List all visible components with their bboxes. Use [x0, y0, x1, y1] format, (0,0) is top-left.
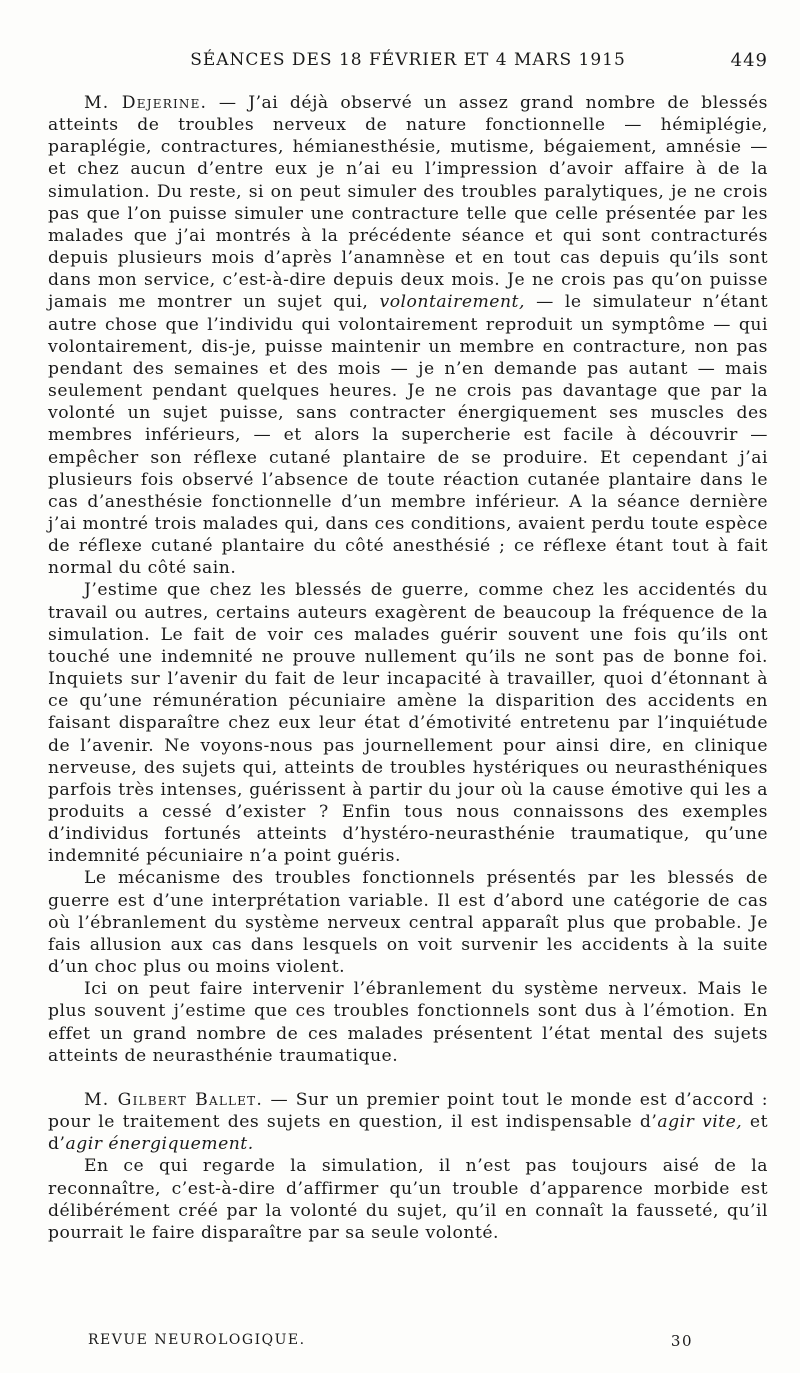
paragraph-text: — le simulateur n’étant autre chose que l’individu qui volontairement reproduit un symptôme — qui volontairement, dis-je, puisse maintenir un membre en contracture, non pas pendant des semaines et des mois — je n’en demande pas autant — mais seulement pendant quelques heures. Je ne crois pas davantage que par la volonté un sujet puisse, sans contracter énergiquement ses muscles des membres inférieurs, — et alors la supercherie est facile à découvrir — empêcher son réflexe cutané plantaire de se produire. Et cependant j’ai plusieurs fois observé l’absence de toute réaction cutanée plantaire dans le cas d’anesthésie fonctionnelle d’un membre inférieur. A la séance dernière j’ai montré trois malades qui, dans ces conditions, avaient perdu toute espèce de réflexe cutané plantaire du côté anesthésié ; ce réflexe étant tout à fait normal du côté sain.	[48, 292, 768, 579]
paragraph-text: J’estime que chez les blessés de guerre, comme chez les accidentés du travail ou autres, certains auteurs exagèrent de beaucoup la fréquence de la simulation. Le fait de voir ces malades guérir souvent une fois qu’ils ont touché une indemnité ne prouve nullement qu’ils ne sont pas de bonne foi. Inquiets sur l’avenir du fait de leur incapacité à travailler, quoi d’étonnant à ce qu’une rémunération pécuniaire amène la disparition des accidents en faisant disparaître chez eux leur état d’émotivité entretenu par l’inquiétude de l’avenir. Ne voyons-nous pas journellement pour ainsi dire, en clinique nerveuse, des sujets qui, atteints de troubles hystériques ou neurasthéniques parfois très intenses, guérissent à partir du jour où la cause émotive qui les a produits a cessé d’exister ? Enfin tous nous connaissons des exemples d’individus fortunés atteints d’hystéro-neurasthénie traumatique, qu’une indemnité pécuniaire n’a point guéris.	[48, 580, 768, 867]
journal-name: REVUE NEUROLOGIQUE.	[88, 1332, 306, 1348]
emphasis-text: volontairement,	[379, 292, 525, 313]
running-title: SÉANCES DES 18 FÉVRIER ET 4 MARS 1915	[190, 50, 626, 70]
emphasis-text: agir énergiquement.	[65, 1134, 254, 1155]
paragraph-ballet	[48, 1089, 768, 1155]
paragraph-text: — Sur un premier point tout le monde est d’accord : pour le traitement des sujets en question, il est indispensable d’	[48, 1089, 768, 1133]
page-number: 449	[730, 50, 768, 71]
paragraph-text: Le mécanisme des troubles fonctionnels présentés par les blessés de guerre est d’une interprétation variable. Il est d’abord une catégorie de cas où l’ébranlement du système nerveux central apparaît plus que probable. Je fais allusion aux cas dans lesquels on voit survenir les accidents à la suite d’un choc plus ou moins violent.	[48, 868, 768, 978]
signature-mark: 30	[670, 1332, 693, 1350]
paragraph-text: En ce qui regarde la simulation, il n’est pas toujours aisé de la reconnaître, c’est-à-dire d’affirmer qu’un trouble d’apparence morbide est délibérément créé par la volonté du sujet, qu’il en connaît la fausseté, qu’il pourrait le faire disparaître par sa seule volonté.	[48, 1156, 768, 1243]
running-header	[48, 50, 768, 74]
body-text	[48, 92, 768, 1244]
speaker-name: M. Gilbert Ballet.	[84, 1089, 264, 1110]
paragraph-emotion	[48, 978, 768, 1067]
paragraph-dejerine	[48, 92, 768, 579]
paragraph-text: Ici on peut faire intervenir l’ébranlement du système nerveux. Mais le plus souvent j’estime que ces troubles fonctionnels sont dus à l’émotion. En effet un grand nombre de ces malades présentent l’état mental des sujets atteints de neurasthénie traumatique.	[48, 979, 768, 1066]
paragraph-simulation-frequency	[48, 579, 768, 867]
speaker-name: M. Dejerine.	[84, 93, 208, 113]
paragraph-mechanism	[48, 867, 768, 978]
page-footer	[88, 1332, 693, 1354]
paragraph-recognition	[48, 1155, 768, 1244]
emphasis-text: agir vite,	[657, 1112, 743, 1133]
paragraph-text: — J’ai déjà observé un assez grand nombre de blessés atteints de troubles nerveux de nature fonctionnelle — hémiplégie, paraplégie, contractures, hémianesthésie, mutisme, bégaiement, amnésie — et chez aucun d’entre eux je n’ai eu l’impression d’avoir affaire à de la simulation. Du reste, si on peut simuler des troubles paralytiques, je ne crois pas que l’on puisse simuler une contracture telle que celle présentée par les malades que j’ai montrés à la précédente séance et qui sont contracturés depuis plusieurs mois d’après l’anamnèse et en tout cas depuis qu’ils sont dans mon service, c’est-à-dire depuis deux mois. Je ne crois pas qu’on puisse jamais me montrer un sujet qui,	[48, 93, 768, 313]
paragraph-text: et d’	[48, 1112, 768, 1155]
